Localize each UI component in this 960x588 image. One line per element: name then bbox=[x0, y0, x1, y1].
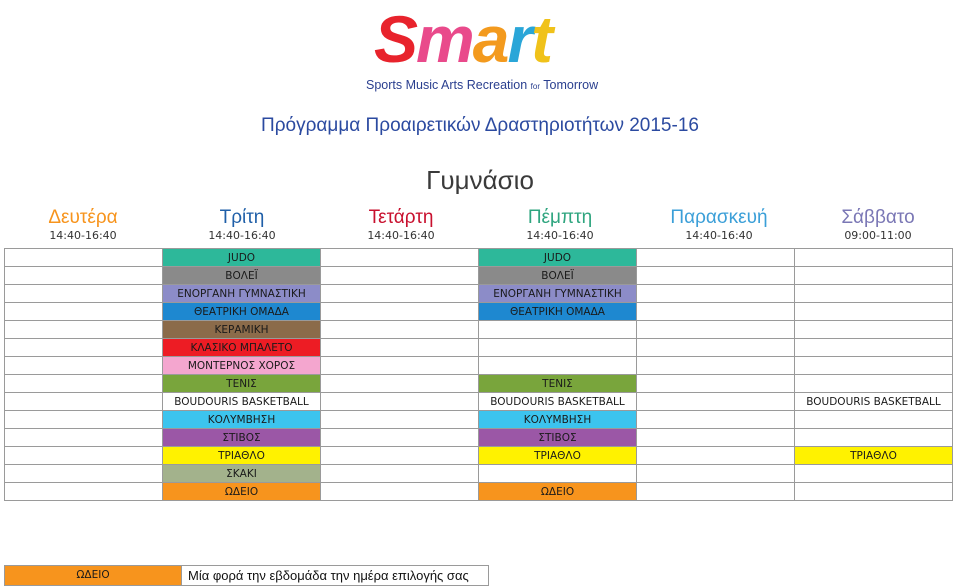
schedule-cell: ΤΡΙΑΘΛΟ bbox=[163, 447, 321, 465]
schedule-cell: ΣΤΙΒΟΣ bbox=[479, 429, 637, 447]
schedule-cell bbox=[321, 285, 479, 303]
logo-wordmark bbox=[374, 2, 552, 76]
schedule-cell: ΒΟΛΕΪ bbox=[479, 267, 637, 285]
schedule-cell bbox=[479, 357, 637, 375]
schedule-cell bbox=[5, 375, 163, 393]
logo-letter: t bbox=[531, 2, 552, 76]
schedule-cell bbox=[637, 411, 795, 429]
schedule-cell bbox=[637, 249, 795, 267]
table-row bbox=[5, 375, 953, 393]
table-row bbox=[5, 393, 953, 411]
table-row bbox=[5, 321, 953, 339]
schedule-cell: ΘΕΑΤΡΙΚΗ ΟΜΑΔΑ bbox=[479, 303, 637, 321]
schedule-cell bbox=[5, 429, 163, 447]
day-time: 14:40-16:40 bbox=[208, 229, 276, 242]
table-row bbox=[5, 411, 953, 429]
schedule-cell bbox=[321, 411, 479, 429]
tagline-for: for bbox=[530, 82, 540, 91]
schedule-cell bbox=[321, 375, 479, 393]
tagline-main: Sports Music Arts Recreation bbox=[366, 78, 528, 92]
day-time: 14:40-16:40 bbox=[49, 229, 117, 242]
schedule-cell bbox=[5, 303, 163, 321]
table-row bbox=[5, 429, 953, 447]
schedule-cell bbox=[795, 375, 953, 393]
schedule-cell: ΣΤΙΒΟΣ bbox=[163, 429, 321, 447]
schedule-cell: JUDO bbox=[479, 249, 637, 267]
schedule-cell bbox=[5, 483, 163, 501]
day-name: Σάββατο bbox=[841, 207, 915, 228]
schedule-cell: ΕΝΟΡΓΑΝΗ ΓΥΜΝΑΣΤΙΚΗ bbox=[479, 285, 637, 303]
day-header bbox=[163, 207, 321, 243]
schedule-cell bbox=[5, 447, 163, 465]
schedule-cell bbox=[5, 411, 163, 429]
schedule-cell bbox=[795, 267, 953, 285]
schedule-cell bbox=[321, 249, 479, 267]
schedule-cell bbox=[637, 339, 795, 357]
schedule-cell bbox=[5, 249, 163, 267]
schedule-cell bbox=[5, 285, 163, 303]
schedule-table bbox=[4, 248, 953, 501]
day-name: Παρασκευή bbox=[670, 207, 768, 228]
day-time: 14:40-16:40 bbox=[367, 229, 435, 242]
schedule-cell bbox=[637, 357, 795, 375]
schedule-cell: ΩΔΕΙΟ bbox=[163, 483, 321, 501]
schedule-cell bbox=[321, 465, 479, 483]
schedule-cell bbox=[795, 339, 953, 357]
schedule-cell bbox=[795, 249, 953, 267]
day-name: Δευτέρα bbox=[48, 207, 118, 228]
day-time: 14:40-16:40 bbox=[685, 229, 753, 242]
schedule-cell: ΚΟΛΥΜΒΗΣΗ bbox=[163, 411, 321, 429]
schedule-cell bbox=[5, 339, 163, 357]
schedule-cell bbox=[479, 339, 637, 357]
schedule-cell: ΘΕΑΤΡΙΚΗ ΟΜΑΔΑ bbox=[163, 303, 321, 321]
logo-letter: a bbox=[472, 2, 508, 76]
schedule-cell: JUDO bbox=[163, 249, 321, 267]
schedule-cell: ΩΔΕΙΟ bbox=[479, 483, 637, 501]
schedule-cell bbox=[637, 321, 795, 339]
legend-swatch: ΩΔΕΙΟ bbox=[4, 565, 182, 586]
schedule-cell bbox=[795, 321, 953, 339]
schedule-cell bbox=[5, 357, 163, 375]
page-title: Πρόγραμμα Προαιρετικών Δραστηριοτήτων 2015-16 bbox=[261, 115, 699, 136]
day-header bbox=[322, 207, 480, 243]
table-row bbox=[5, 483, 953, 501]
day-header bbox=[481, 207, 639, 243]
table-row bbox=[5, 303, 953, 321]
schedule-cell: BOUDOURIS BASKETBALL bbox=[795, 393, 953, 411]
schedule-cell bbox=[321, 303, 479, 321]
schedule-cell bbox=[637, 393, 795, 411]
schedule-cell bbox=[5, 465, 163, 483]
schedule-cell bbox=[5, 267, 163, 285]
schedule-cell: ΤΕΝΙΣ bbox=[163, 375, 321, 393]
schedule-cell bbox=[637, 483, 795, 501]
schedule-cell: ΤΡΙΑΘΛΟ bbox=[479, 447, 637, 465]
day-name: Πέμπτη bbox=[527, 207, 593, 228]
schedule-cell bbox=[479, 321, 637, 339]
schedule-cell bbox=[321, 429, 479, 447]
day-name: Τετάρτη bbox=[368, 207, 434, 228]
table-row bbox=[5, 357, 953, 375]
table-row bbox=[5, 465, 953, 483]
schedule-cell bbox=[637, 429, 795, 447]
schedule-cell bbox=[321, 393, 479, 411]
schedule-cell bbox=[795, 285, 953, 303]
table-row bbox=[5, 285, 953, 303]
schedule-cell bbox=[321, 339, 479, 357]
schedule-cell bbox=[795, 429, 953, 447]
day-time: 09:00-11:00 bbox=[844, 229, 912, 242]
schedule-cell bbox=[637, 267, 795, 285]
schedule-cell: ΚΕΡΑΜΙΚΗ bbox=[163, 321, 321, 339]
schedule-cell bbox=[321, 321, 479, 339]
schedule-cell bbox=[795, 483, 953, 501]
logo-letter: S bbox=[374, 2, 417, 76]
smart-logo bbox=[360, 0, 600, 100]
page-subtitle: Γυμνάσιο bbox=[426, 165, 534, 195]
schedule-cell: ΤΡΙΑΘΛΟ bbox=[795, 447, 953, 465]
schedule-cell bbox=[479, 465, 637, 483]
day-time: 14:40-16:40 bbox=[526, 229, 594, 242]
schedule-cell bbox=[637, 303, 795, 321]
legend-description: Μία φορά την εβδομάδα την ημέρα επιλογής σας bbox=[182, 565, 489, 586]
day-header bbox=[640, 207, 798, 243]
schedule-cell: ΕΝΟΡΓΑΝΗ ΓΥΜΝΑΣΤΙΚΗ bbox=[163, 285, 321, 303]
schedule-cell: BOUDOURIS BASKETBALL bbox=[479, 393, 637, 411]
schedule-cell: ΣΚΑΚΙ bbox=[163, 465, 321, 483]
schedule-cell: ΤΕΝΙΣ bbox=[479, 375, 637, 393]
logo-tagline bbox=[366, 78, 598, 92]
schedule-cell: ΚΛΑΣΙΚΟ ΜΠΑΛΕΤΟ bbox=[163, 339, 321, 357]
schedule-cell: ΒΟΛΕΪ bbox=[163, 267, 321, 285]
schedule-cell bbox=[637, 285, 795, 303]
schedule-cell bbox=[795, 411, 953, 429]
schedule-cell bbox=[321, 357, 479, 375]
table-row bbox=[5, 249, 953, 267]
logo-letter: r bbox=[507, 2, 532, 76]
schedule-cell bbox=[795, 357, 953, 375]
table-row bbox=[5, 447, 953, 465]
day-header bbox=[4, 207, 162, 243]
table-row bbox=[5, 339, 953, 357]
schedule-cell: ΚΟΛΥΜΒΗΣΗ bbox=[479, 411, 637, 429]
schedule-cell bbox=[5, 321, 163, 339]
schedule-cell bbox=[637, 465, 795, 483]
day-name: Τρίτη bbox=[219, 207, 265, 228]
schedule-cell: BOUDOURIS BASKETBALL bbox=[163, 393, 321, 411]
day-header bbox=[799, 207, 957, 243]
schedule-cell bbox=[795, 303, 953, 321]
schedule-cell bbox=[795, 465, 953, 483]
table-row bbox=[5, 267, 953, 285]
tagline-end: Tomorrow bbox=[543, 78, 599, 92]
schedule-cell bbox=[321, 447, 479, 465]
schedule-cell: ΜΟΝΤΕΡΝΟΣ ΧΟΡΟΣ bbox=[163, 357, 321, 375]
schedule-cell bbox=[321, 267, 479, 285]
logo-letter: m bbox=[416, 2, 473, 76]
schedule-cell bbox=[5, 393, 163, 411]
schedule-cell bbox=[637, 375, 795, 393]
schedule-cell bbox=[637, 447, 795, 465]
schedule-cell bbox=[321, 483, 479, 501]
